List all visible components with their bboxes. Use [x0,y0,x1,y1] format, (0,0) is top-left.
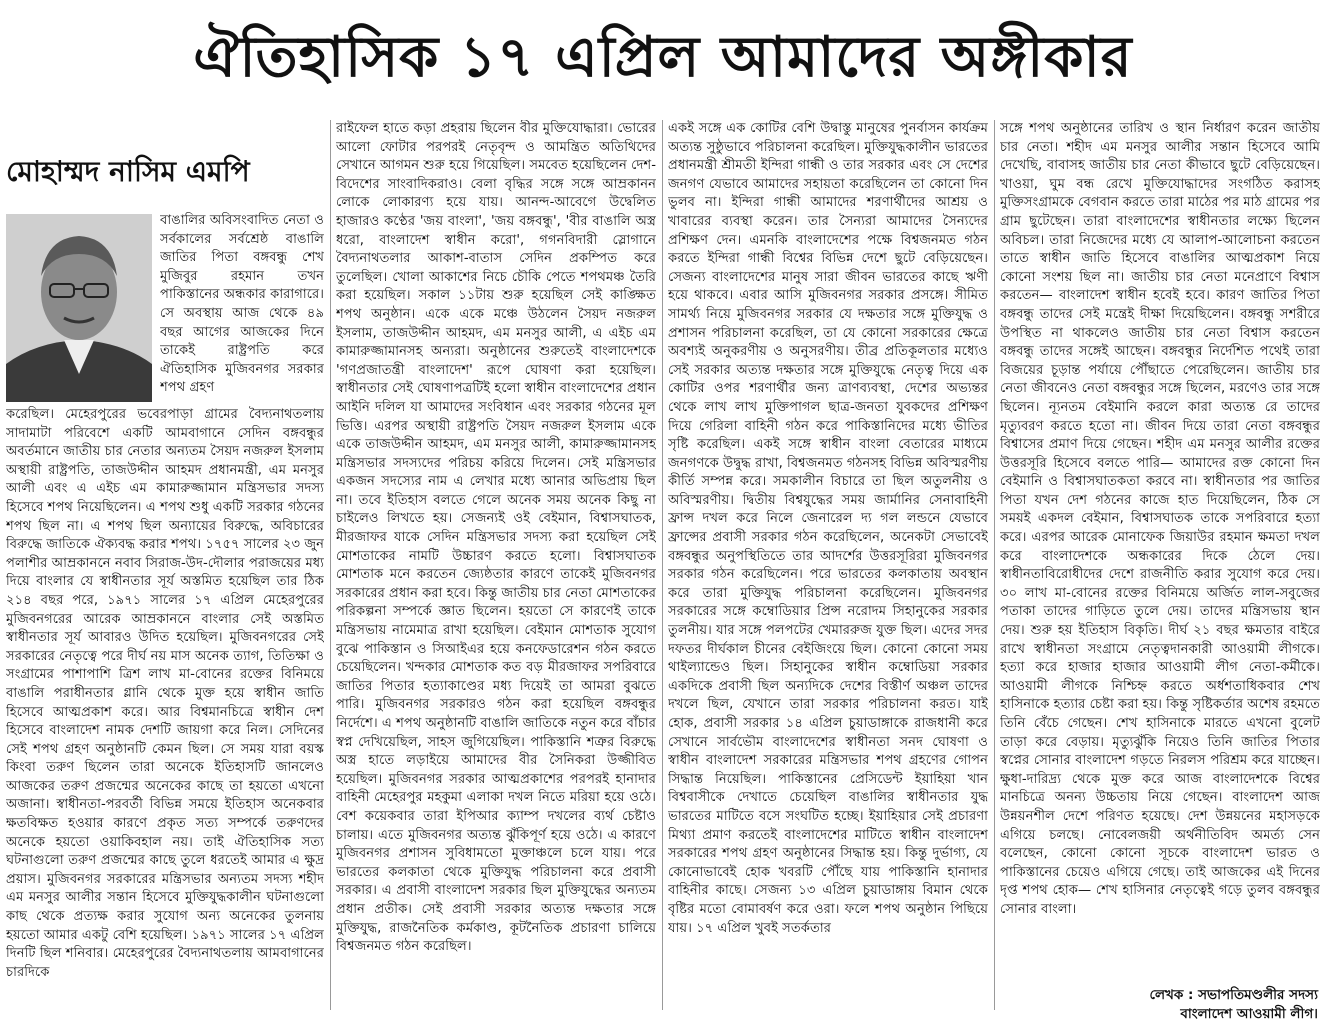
article-column-4: সঙ্গে শপথ অনুষ্ঠানের তারিখ ও স্থান নির্ধারণ করেন জাতীয় চার নেতা। শহীদ এম মনসুর আলীর সন্তান হিসেবে আমি দেখেছি, বাবাসহ জাতীয় চার নেতা কীভাবে ছুটে বেড়িয়েছেন। খাওয়া, ঘুম বন্ধ রেখে মুক্তিযোদ্ধাদের সংগঠিত করাসহ মুক্তিসংগ্রামকে বেগবান করতে তারা মাঠের পর মাঠ গ্রামের পর গ্রাম ছুটেছেন। তারা বাংলাদেশের স্বাধীনতার লক্ষ্যে ছিলেন অবিচল। তারা নিজেদের মধ্যে যে আলাপ-আলোচনা করতেন তাতে স্বাধীন জাতি হিসেবে বাঙালির আত্মপ্রকাশ নিয়ে কোনো সংশয় ছিল না। জাতীয় চার নেতা মনেপ্রাণে বিশ্বাস করতেন— বাংলাদেশ স্বাধীন হবেই হবে। কারণ জাতির পিতা বঙ্গবন্ধু তাদের সেই মন্ত্রেই দীক্ষা দিয়েছিলেন। বঙ্গবন্ধু সশরীরে উপস্থিত না থাকলেও জাতীয় চার নেতা বিশ্বাস করতেন বঙ্গবন্ধু তাদের সঙ্গেই আছেন। বঙ্গবন্ধুর নির্দেশিত পথেই তারা বিজয়ের চূড়ান্ত পর্যায়ে পৌঁছাতে পেরেছিলেন। জাতীয় চার নেতা জীবনেও নেতা বঙ্গবন্ধুর সঙ্গে ছিলেন, মরণেও তার সঙ্গে ছিলেন। ন্যূনতম বেইমানি করলে কারা অত্যন্ত রে তাদের মৃত্যুবরণ করতে হতো না। জীবন দিয়ে তারা নেতা বঙ্গবন্ধুর বিশ্বাসের প্রমাণ দিয়ে গেছেন। শহীদ এম মনসুর আলীর রক্তের উত্তরসূরি হিসেবে বলতে পারি— আমাদের রক্ত কোনো দিন বেইমানি ও বিশ্বাসঘাতকতা করবে না। স্বাধীনতার পর জাতির পিতা যখন দেশ গঠনের কাজে হাত দিয়েছিলেন, ঠিক সে সময়ই একদল বেইমান, বিশ্বাসঘাতক তাকে সপরিবারে হত্যা করে। এরপর আরেক মোনাফেক জিয়াউর রহমান ক্ষমতা দখল করে বাংলাদেশকে অন্ধকারের দিকে ঠেলে দেয়। স্বাধীনতাবিরোধীদের দেশে রাজনীতি করার সুযোগ করে দেয়। ৩০ লাখ মা-বোনের রক্তের বিনিময়ে অর্জিত লাল-সবুজের পতাকা তাদের গাড়িতে তুলে দেয়। তাদের মন্ত্রিসভায় স্থান দেয়। শুরু হয় ইতিহাস বিকৃতি। দীর্ঘ ২১ বছর ক্ষমতার বাইরে রাখে স্বাধীনতা সংগ্রামে নেতৃত্বদানকারী আওয়ামী লীগকে। হত্যা করে হাজার হাজার আওয়ামী লীগ নেতা-কর্মীকে। আওয়ামী লীগকে নিশ্চিহ্ন করতে অর্ধশতাধিকবার শেখ হাসিনাকে হত্যার চেষ্টা করা হয়। কিন্তু সৃষ্টিকর্তার অশেষ রহমতে তিনি বেঁচে গেছেন। শেখ হাসিনাকে মারতে এখনো বুলেট তাড়া করে বেড়ায়। মৃত্যুঝুঁকি নিয়েও তিনি জাতির পিতার স্বপ্নের সোনার বাংলাদেশ গড়তে নিরলস পরিশ্রম করে যাচ্ছেন। ক্ষুধা-দারিদ্র্য থেকে মুক্ত করে আজ বাংলাদেশকে বিশ্বের মানচিত্রে অনন্য উচ্চতায় নিয়ে গেছেন। বাংলাদেশ আজ উন্নয়নশীল দেশে পরিণত হয়েছে। দেশ উন্নয়নের মহাসড়কে এগিয়ে চলছে। নোবেলজয়ী অর্থনীতিবিদ অমর্ত্য সেন বলেছেন, কোনো কোনো সূচকে বাংলাদেশ ভারত ও পাকিস্তানের চেয়েও এগিয়ে গেছে। তাই আজকের এই দিনের দৃপ্ত শপথ হোক— শেখ হাসিনার নেতৃত্বেই গড়ে তুলব বঙ্গবন্ধুর সোনার বাংলা। [1000,121,1320,917]
author-photo [6,214,152,402]
article-column-1: করেছিল। মেহেরপুরের ভবেরপাড়া গ্রামের বৈদ্যনাথতলায় সাদামাটা পরিবেশে একটি আমবাগানে সেদিন বঙ্গবন্ধুর অবর্তমানে জাতীয় চার নেতার অন্যতম সৈয়দ নজরুল ইসলাম অস্থায়ী রাষ্ট্রপতি, তাজউদ্দীন আহমদ প্রধানমন্ত্রী, এম মনসুর আলী এবং এ এইচ এম কামারুজ্জামান মন্ত্রিসভার সদস্য হিসেবে শপথ নিয়েছিলেন। এ শপথ শুধু একটি সরকার গঠনের শপথ ছিল না। এ শপথ ছিল অন্যায়ের বিরুদ্ধে, অবিচারের বিরুদ্ধে জাতিকে ঐক্যবদ্ধ করার শপথ। ১৭৫৭ সালের ২৩ জুন পলাশীর আম্রকাননে নবাব সিরাজ-উদ-দৌলার পরাজয়ের মধ্য দিয়ে বাংলার যে স্বাধীনতার সূর্য অস্তমিত হয়েছিল তার ঠিক ২১৪ বছর পরে, ১৯৭১ সালের ১৭ এপ্রিল মেহেরপুরের মুজিবনগরের আরেক আম্রকাননে বাংলার সেই অস্তমিত স্বাধীনতার সূর্য আবারও উদিত হয়েছিল। মুজিবনগরের সেই সরকারের নেতৃত্বে পরে দীর্ঘ নয় মাস অনেক ত্যাগ, তিতিক্ষা ও সংগ্রামের পাশাপাশি ত্রিশ লাখ মা-বোনের রক্তের বিনিময়ে বাঙালি পরাধীনতার গ্লানি থেকে মুক্ত হয়ে স্বাধীন জাতি হিসেবে আত্মপ্রকাশ করে। আর বিশ্বমানচিত্রে স্বাধীন দেশ হিসেবে বাংলাদেশ নামক দেশটি জায়গা করে নিল। সেদিনের সেই শপথ গ্রহণ অনুষ্ঠানটি কেমন ছিল। সে সময় যারা বয়স্ক কিংবা তরুণ ছিলেন তারা অনেকে ইতিহাসটি জানলেও আজকের তরুণ প্রজন্মের অনেকের কাছে তা হয়তো এখনো অজানা। স্বাধীনতা-পরবর্তী বিভিন্ন সময়ে ইতিহাস অনেকবার ক্ষতবিক্ষত হওয়ার কারণে প্রকৃত সত্য সম্পর্কে তরুণদের অনেকে হয়তো ওয়াকিবহাল নয়। তাই ঐতিহাসিক সত্য ঘটনাগুলো তরুণ প্রজন্মের কাছে তুলে ধরতেই আমার এ ক্ষুদ্র প্রয়াস। মুজিবনগর সরকারের মন্ত্রিসভার অন্যতম সদস্য শহীদ এম মনসুর আলীর সন্তান হিসেবে মুক্তিযুদ্ধকালীন ঘটনাগুলো কাছ থেকে প্রত্যক্ষ করার সুযোগ অন্য অনেকের তুলনায় হয়তো আমার একটু বেশি হয়েছিল। ১৯৭১ সালের ১৭ এপ্রিল দিনটি ছিল শনিবার। মেহেরপুরের বৈদ্যনাথতলায় আমবাগানের চারদিকে [6,407,324,980]
column-divider [662,120,663,1010]
author-credit-line-1: লেখক : সভাপতিমণ্ডলীর সদস্য [1149,987,1318,1003]
article-column-1-top: বাঙালির অবিসংবাদিত নেতা ও সর্বকালের সর্বশ্রেষ্ঠ বাঙালি জাতির পিতা বঙ্গবন্ধু শেখ মুজিবুর রহমান তখন পাকিস্তানের অন্ধকার কারাগারে। সে অবস্থায় আজ থেকে ৪৯ বছর আগের আজকের দিনে তাকেই রাষ্ট্রপতি করে ঐতিহাসিক মুজিবনগর সরকার শপথ গ্রহণ [160,213,324,396]
headline: ঐতিহাসিক ১৭ এপ্রিল আমাদের অঙ্গীকার [193,25,1133,90]
article-column-2: রাইফেল হাতে কড়া প্রহরায় ছিলেন বীর মুক্তিযোদ্ধারা। ভোরের আলো ফোটার পরপরই নেতৃবৃন্দ ও আমন্ত্রিত অতিথিদের সেখানে আগমন শুরু হয়ে গিয়েছিল। সমবেত হয়েছিলেন দেশ-বিদেশের সাংবাদিকরাও। বেলা বৃদ্ধির সঙ্গে সঙ্গে আম্রকানন লোকে লোকারণ্য হয়ে যায়। আনন্দ-আবেগে উদ্বেলিত হাজারও কণ্ঠের 'জয় বাংলা', 'জয় বঙ্গবন্ধু', 'বীর বাঙালি অস্ত্র ধরো, বাংলাদেশ স্বাধীন করো', গগনবিদারী স্লোগানে বৈদ্যনাথতলার আকাশ-বাতাস সেদিন প্রকম্পিত করে তুলেছিল। খোলা আকাশের নিচে চৌকি পেতে শপথমঞ্চ তৈরি করা হয়েছিল। সকাল ১১টায় শুরু হয়েছিল সেই কাঙ্ক্ষিত শপথ অনুষ্ঠান। একে একে মঞ্চে উঠলেন সৈয়দ নজরুল ইসলাম, তাজউদ্দীন আহমদ, এম মনসুর আলী, এ এইচ এম কামারুজ্জামানসহ অন্যরা। অনুষ্ঠানের শুরুতেই বাংলাদেশকে 'গণপ্রজাতন্ত্রী বাংলাদেশ' রূপে ঘোষণা করা হয়েছিল। স্বাধীনতার সেই ঘোষণাপত্রটিই হলো স্বাধীন বাংলাদেশের প্রধান আইনি দলিল যা আমাদের সংবিধান এবং সরকার গঠনের মূল ভিত্তি। এরপর অস্থায়ী রাষ্ট্রপতি সৈয়দ নজরুল ইসলাম একে একে তাজউদ্দীন আহমদ, এম মনসুর আলী, কামারুজ্জামানসহ মন্ত্রিসভার সদস্যদের পরিচয় করিয়ে দিলেন। সেই মন্ত্রিসভার একজন সদস্যের নাম এ লেখার মধ্যে আনার অভিপ্রায় ছিল না। তবে ইতিহাস বলতে গেলে অনেক সময় অনেক কিছু না চাইলেও লিখতে হয়। সেজন্যই ওই বেইমান, বিশ্বাসঘাতক, মীরজাফর যাকে সেদিন মন্ত্রিসভার সদস্য করা হয়েছিল সেই মোশতাকের নামটি উচ্চারণ করতে হলো। বিশ্বাসঘাতক মোশতাক মনে করতেন জ্যেষ্ঠতার কারণে তাকেই মুজিবনগর সরকারের প্রধান করা হবে। কিন্তু জাতীয় চার নেতা মোশতাকের পরিকল্পনা সম্পর্কে জ্ঞাত ছিলেন। হয়তো সে কারণেই তাকে মন্ত্রিসভায় নামেমাত্র রাখা হয়েছিল। বেইমান মোশতাক সুযোগ বুঝে পাকিস্তান ও সিআইএর হয়ে কনফেডারেশন গঠন করতে চেয়েছিলেন। খন্দকার মোশতাক কত বড় মীরজাফর সপরিবারে জাতির পিতার হত্যাকাণ্ডের মধ্য দিয়েই তা আমরা বুঝতে পারি। মুজিবনগর সরকারও গঠন করা হয়েছিল বঙ্গবন্ধুর নির্দেশে। এ শপথ অনুষ্ঠানটি বাঙালি জাতিকে নতুন করে বাঁচার স্বপ্ন দেখিয়েছিল, সাহস জুগিয়েছিল। পাকিস্তানি শত্রুর বিরুদ্ধে অস্ত্র হাতে লড়াইয়ে আমাদের বীর সৈনিকরা উজ্জীবিত হয়েছিল। মুজিবনগর সরকার আত্মপ্রকাশের পরপরই হানাদার বাহিনী মেহেরপুর মহকুমা এলাকা দখল নিতে মরিয়া হয়ে ওঠে। বেশ কয়েকবার তারা ইপিআর ক্যাম্প দখলের ব্যর্থ চেষ্টাও চালায়। এতে মুজিবনগর অত্যন্ত ঝুঁকিপূর্ণ হয়ে ওঠে। এ কারণে মুজিবনগর প্রশাসন সুবিধামতো মুক্তাঞ্চলে চলে যায়। পরে ভারতের কলকাতা থেকে মুক্তিযুদ্ধ পরিচালনা করে প্রবাসী সরকার। এ প্রবাসী বাংলাদেশ সরকার ছিল মুক্তিযুদ্ধের অন্যতম প্রধান প্রতীক। সেই প্রবাসী সরকার অত্যন্ত দক্ষতার সঙ্গে মুক্তিযুদ্ধ, রাজনৈতিক কর্মকাণ্ড, কূটনৈতিক প্রচারণা চালিয়ে বিশ্বজনমত গঠন করেছিল। [336,121,656,955]
author-byline: মোহাম্মদ নাসিম এমপি [6,155,250,188]
column-divider [994,120,995,1010]
column-divider [330,120,331,1010]
article-column-3: একই সঙ্গে এক কোটির বেশি উদ্বাস্তু মানুষের পুনর্বাসন কার্যক্রম অত্যন্ত সুষ্ঠুভাবে পরিচালনা করেছিল। মুক্তিযুদ্ধকালীন ভারতের প্রধানমন্ত্রী শ্রীমতী ইন্দিরা গান্ধী ও তার সরকার এবং সে দেশের জনগণ যেভাবে আমাদের সহায়তা করেছিলেন তা কোনো দিন ভুলব না। ইন্দিরা গান্ধী আমাদের শরণার্থীদের আশ্রয় ও খাবারের ব্যবস্থা করেন। তার সৈন্যরা আমাদের সৈন্যদের প্রশিক্ষণ দেন। এমনকি বাংলাদেশের পক্ষে বিশ্বজনমত গঠন করতে ইন্দিরা গান্ধী বিশ্বের বিভিন্ন দেশে ছুটে বেড়িয়েছেন। সেজন্য বাংলাদেশের মানুষ সারা জীবন ভারতের কাছে ঋণী হয়ে থাকবে। এবার আসি মুজিবনগর সরকার প্রসঙ্গে। সীমিত সামর্থ্য নিয়ে মুজিবনগর সরকার যে দক্ষতার সঙ্গে মুক্তিযুদ্ধ ও প্রশাসন পরিচালনা করেছিল, তা যে কোনো সরকারের ক্ষেত্রে অবশ্যই অনুকরণীয় ও অনুসরণীয়। তীব্র প্রতিকূলতার মধ্যেও সেই সরকার অত্যন্ত দক্ষতার সঙ্গে মুক্তিযুদ্ধে নেতৃত্ব দিয়ে এক কোটির ওপর শরণার্থীর জন্য ত্রাণব্যবস্থা, দেশের অভ্যন্তর থেকে লাখ লাখ মুক্তিপাগল ছাত্র-জনতা যুবকদের প্রশিক্ষণ দিয়ে গেরিলা বাহিনী গঠন করে পাকিস্তানিদের মধ্যে ভীতির সৃষ্টি করেছিল। একই সঙ্গে স্বাধীন বাংলা বেতারের মাধ্যমে জনগণকে উদ্বুদ্ধ রাখা, বিশ্বজনমত গঠনসহ বিভিন্ন অবিস্মরণীয় কীর্তি সম্পন্ন করে। সমকালীন বিচারে তা ছিল অতুলনীয় ও অবিস্মরণীয়। দ্বিতীয় বিশ্বযুদ্ধের সময় জার্মানির সেনাবাহিনী ফ্রান্স দখল করে নিলে জেনারেল দ্য গল লন্ডনে যেভাবে ফ্রান্সের প্রবাসী সরকার গঠন করেছিলেন, অনেকটা সেভাবেই বঙ্গবন্ধুর অনুপস্থিতিতে তার আদর্শের উত্তরসূরিরা মুজিবনগর সরকার গঠন করেছিলেন। পরে ভারতের কলকাতায় অবস্থান করে তারা মুক্তিযুদ্ধ পরিচালনা করেছিলেন। মুজিবনগর সরকারের সঙ্গে কম্বোডিয়ার প্রিন্স নরোদম সিহানুকের সরকার তুলনীয়। যার সঙ্গে পলপটের খেমাররুজ যুক্ত ছিল। এদের সদর দফতর দীর্ঘকাল চীনের বেইজিংয়ে ছিল। কোনো কোনো সময় থাইল্যান্ডেও ছিল। সিহানুকের স্বাধীন কম্বোডিয়া সরকার একদিকে প্রবাসী ছিল অন্যদিকে দেশের বিস্তীর্ণ অঞ্চল তাদের দখলে ছিল, যেখানে তারা সরকার পরিচালনা করত। যাই হোক, প্রবাসী সরকার ১৪ এপ্রিল চুয়াডাঙ্গাকে রাজধানী করে সেখানে সার্বভৌম বাংলাদেশের স্বাধীনতা সনদ ঘোষণা ও স্বাধীন বাংলাদেশ সরকারের মন্ত্রিসভার শপথ গ্রহণের গোপন সিদ্ধান্ত নিয়েছিল। পাকিস্তানের প্রেসিডেন্ট ইয়াহিয়া খান বিশ্ববাসীকে দেখাতে চেয়েছিল বাঙালির স্বাধীনতার যুদ্ধ ভারতের মাটিতে বসে সংঘটিত হচ্ছে। ইয়াহিয়ার সেই প্রচারণা মিথ্যা প্রমাণ করতেই বাংলাদেশের মাটিতে স্বাধীন বাংলাদেশ সরকারের শপথ গ্রহণ অনুষ্ঠানের সিদ্ধান্ত হয়। কিন্তু দুর্ভাগ্য, যে কোনোভাবেই হোক খবরটি পৌঁছে যায় পাকিস্তানি হানাদার বাহিনীর কাছে। সেজন্য ১৩ এপ্রিল চুয়াডাঙ্গায় বিমান থেকে বৃষ্টির মতো বোমাবর্ষণ করে ওরা। ফলে শপথ অনুষ্ঠান পিছিয়ে যায়। ১৭ এপ্রিল খুবই সতর্কতার [668,121,988,936]
author-credit-line-2: বাংলাদেশ আওয়ামী লীগ। [1180,1006,1318,1022]
author-portrait-image [6,214,152,402]
author-credit [1000,986,1318,1024]
